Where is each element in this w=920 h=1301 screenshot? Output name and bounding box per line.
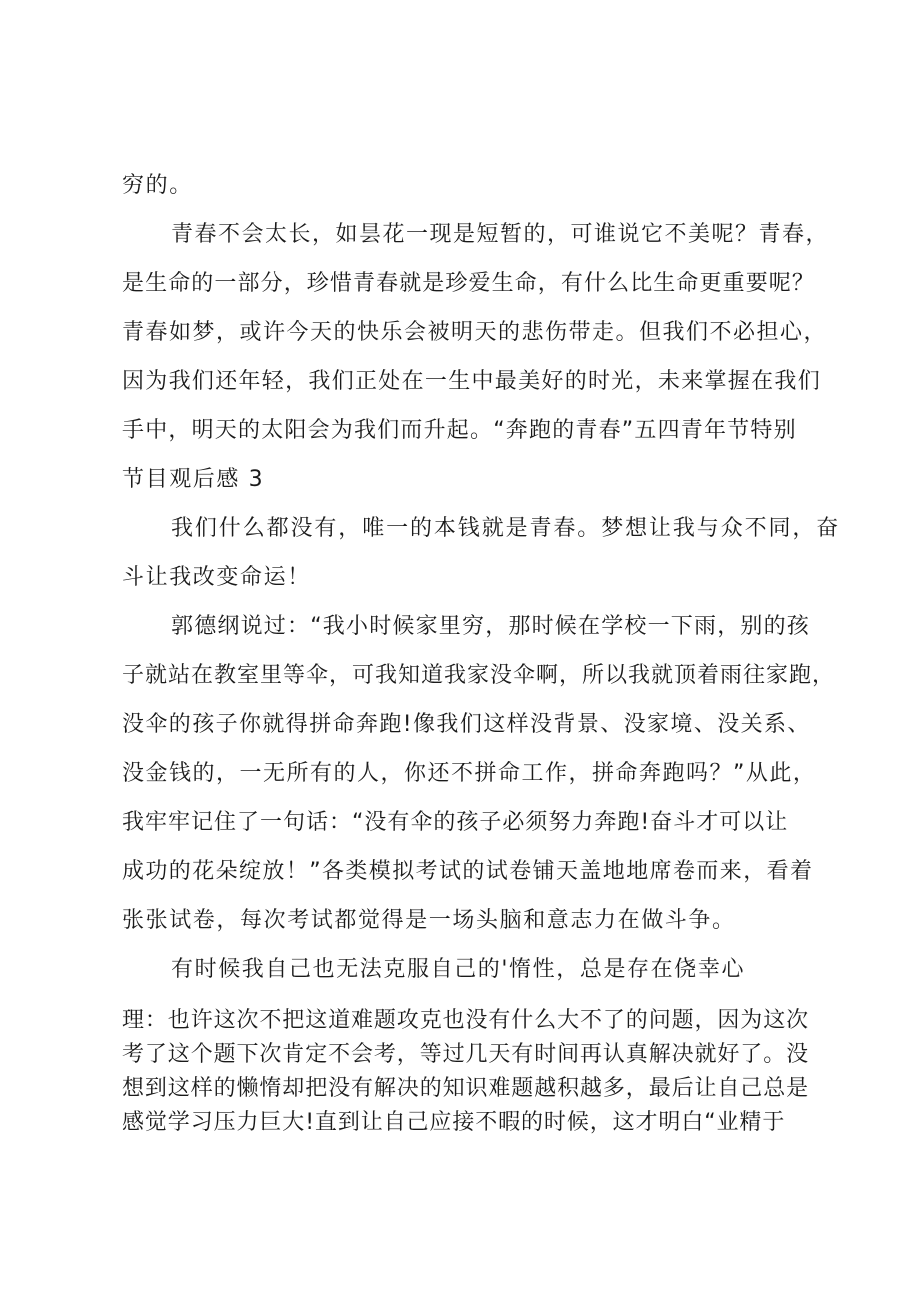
text-line: 穷的。 <box>122 173 193 198</box>
text-line: 郭德纲说过：“我小时候家里穷，那时候在学校一下雨，别的孩 <box>171 614 810 639</box>
text-line: 感觉学习压力巨大!直到让自己应接不暇的时候，这才明白“业精于 <box>122 1110 786 1135</box>
text-line: 张张试卷，每次考试都觉得是一场头脑和意志力在做斗争。 <box>122 908 736 933</box>
text-line: 子就站在教室里等伞，可我知道我家没伞啊，所以我就顶着雨往家跑， <box>122 663 836 688</box>
text-line: 青春不会太长，如昙花一现是短暂的，可谁说它不美呢？青春， <box>171 222 830 247</box>
text-line: 考了这个题下次肯定不会考，等过几天有时间再认真解决就好了。没 <box>122 1042 810 1067</box>
text-line: 手中，明天的太阳会为我们而升起。“奔跑的青春”五四青年节特别 <box>122 418 797 443</box>
text-line: 青春如梦，或许今天的快乐会被明天的悲伤带走。但我们不必担心， <box>122 320 828 345</box>
text-line: 没伞的孩子你就得拼命奔跑!像我们这样没背景、没家境、没关系、 <box>122 712 811 737</box>
text-line: 斗让我改变命运！ <box>122 565 311 590</box>
text-line: 理：也许这次不把这道难题攻克也没有什么大不了的问题，因为这次 <box>122 1008 810 1033</box>
text-line: 因为我们还年轻，我们正处在一生中最美好的时光，未来掌握在我们 <box>122 369 822 394</box>
text-line: 有时候我自己也无法克服自己的'惰性，总是存在侥幸心 <box>171 957 746 982</box>
text-line: 我们什么都没有，唯一的本钱就是青春。梦想让我与众不同，奋 <box>171 516 841 541</box>
text-line: 没金钱的，一无所有的人，你还不拼命工作，拼命奔跑吗？”从此， <box>122 761 817 786</box>
text-line: 我牢牢记住了一句话：“没有伞的孩子必须努力奔跑!奋斗才可以让 <box>122 810 789 835</box>
text-line: 成功的花朵绽放！”各类模拟考试的试卷铺天盖地地席卷而来，看着 <box>122 859 814 884</box>
section-heading: 节目观后感 3 <box>122 467 265 492</box>
text-line: 是生命的一部分，珍惜青春就是珍爱生命，有什么比生命更重要呢？ <box>122 271 816 296</box>
text-line: 想到这样的懒惰却把没有解决的知识难题越积越多，最后让自己总是 <box>122 1076 810 1101</box>
